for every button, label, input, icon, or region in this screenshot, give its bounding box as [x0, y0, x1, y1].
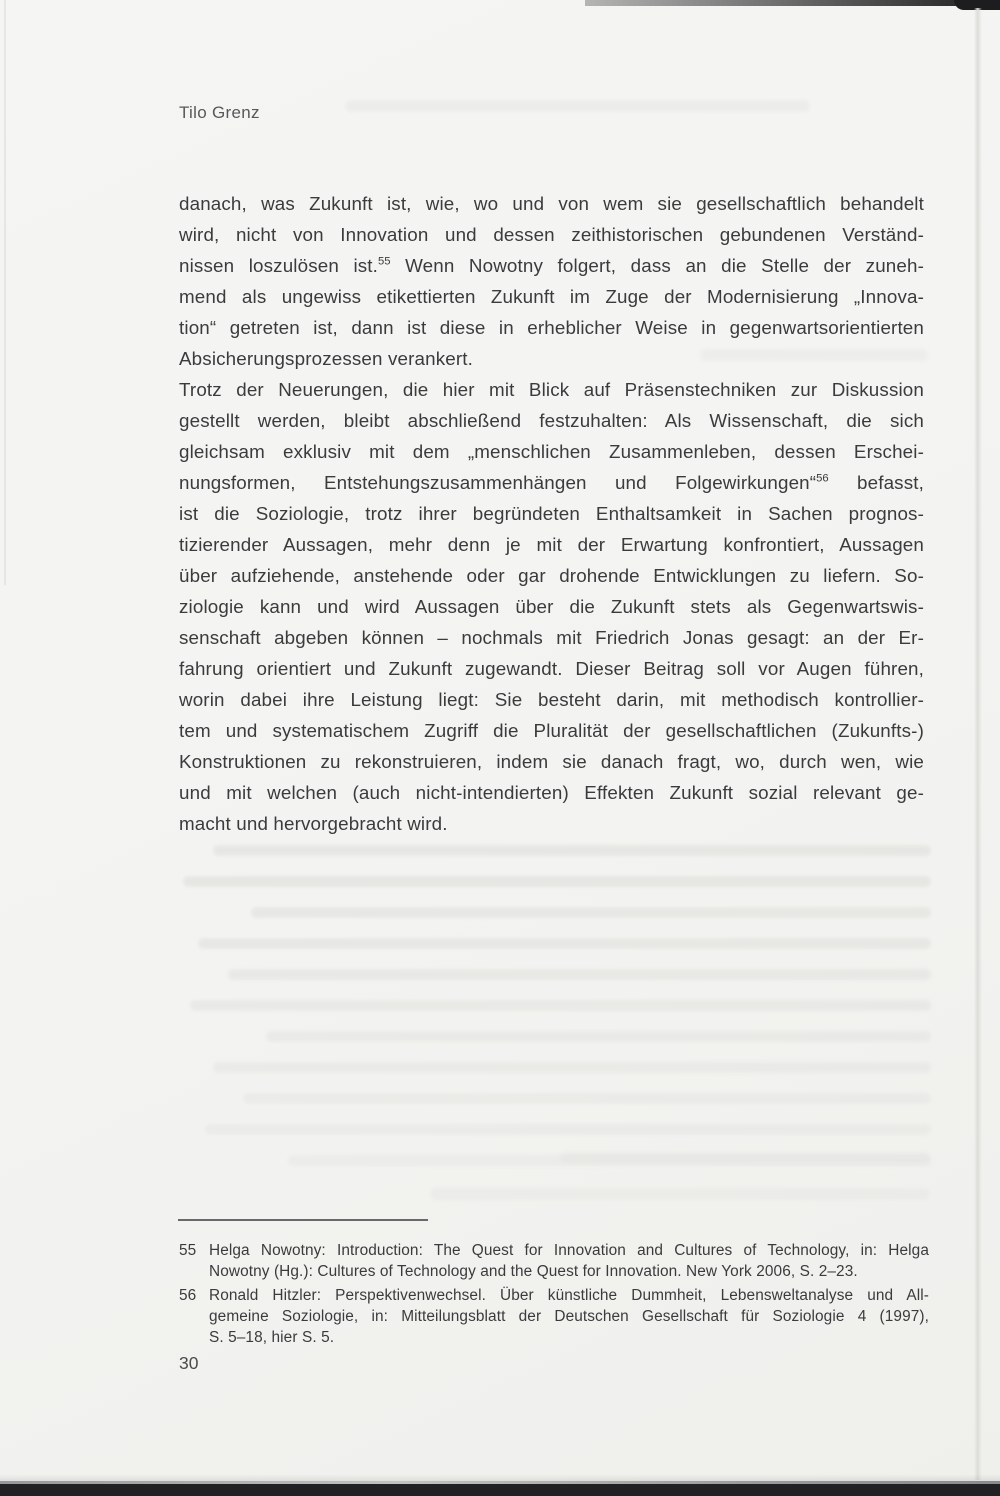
- text-line: ist die Soziologie, trotz ihrer begründeten Enthaltsamkeit in Sachen prognos-: [179, 503, 924, 524]
- show-through-line: [183, 876, 931, 887]
- show-through-line: [213, 845, 931, 856]
- show-through-line: [560, 1152, 930, 1164]
- running-header-author: Tilo Grenz: [179, 103, 260, 122]
- footnote-number: 55: [179, 1242, 197, 1259]
- text-line: Absicherungsprozessen verankert.: [179, 348, 473, 369]
- text-line: über aufziehende, anstehende oder gar drohende Entwicklungen zu liefern. So-: [179, 565, 924, 586]
- scan-top-shadow: [585, 0, 1000, 6]
- scan-bottom-black-band: [0, 1484, 1000, 1496]
- text-line: tion“ getreten ist, dann ist diese in erheblicher Weise in gegenwartsorientierten: [179, 317, 924, 338]
- show-through-line: [190, 1000, 931, 1011]
- show-through-line: [266, 1031, 931, 1042]
- text-line: danach, was Zukunft ist, wie, wo und von wem sie gesellschaftlich behandelt: [179, 193, 924, 214]
- footnote-separator-rule: [178, 1219, 428, 1221]
- footnote-ref: 55: [378, 255, 391, 268]
- text-line: gemeine Soziologie, in: Mitteilungsblatt der Deutschen Gesellschaft für Soziologie 4 (1997),: [209, 1308, 929, 1325]
- show-through-line: [243, 1093, 931, 1104]
- show-through-line: [213, 1062, 931, 1073]
- text-line: fahrung orientiert und Zukunft zugewandt. Dieser Beitrag soll vor Augen führen,: [179, 658, 924, 679]
- scan-left-edge-line: [4, 0, 6, 585]
- footnote-ref: 56: [816, 472, 829, 485]
- text-line: tem und systematischem Zugriff die Pluralität der gesellschaftlichen (Zukunfts-): [179, 720, 924, 741]
- text-line: nissen loszulösen ist.$^{55}$ Wenn Nowotny folgert, dass an die Stelle der zuneh-: [179, 255, 924, 276]
- text-line: Ronald Hitzler: Perspektivenwechsel. Über künstliche Dummheit, Lebensweltanalyse und All-: [209, 1287, 929, 1304]
- footnote-item: [179, 1240, 929, 1282]
- text-line: tizierender Aussagen, mehr denn je mit der Erwartung konfrontiert, Aussagen: [179, 534, 924, 555]
- text-line: macht und hervorgebracht wird.: [179, 813, 448, 834]
- footnotes: [179, 1240, 929, 1348]
- text-line: nungsformen, Entstehungszusammenhängen und Folgewirkungen“$^{56}$ befasst,: [179, 472, 924, 493]
- text-line: senschaft abgeben können – nochmals mit Friedrich Jonas gesagt: an der Er-: [179, 627, 924, 648]
- show-through-line: [205, 1124, 931, 1135]
- text-line: gestellt werden, bleibt abschließend festzuhalten: Als Wissenschaft, die sich: [179, 410, 924, 431]
- footnote-text: [209, 1240, 929, 1282]
- text-line: mend als ungewiss etikettierten Zukunft im Zuge der Modernisierung „Innova-: [179, 286, 924, 307]
- footnote-number: 56: [179, 1287, 197, 1304]
- footnote-item: [179, 1285, 929, 1348]
- body-text: [179, 188, 924, 839]
- show-through-line: [198, 938, 931, 949]
- footnote-text: [209, 1285, 929, 1348]
- show-through-line: [430, 1188, 930, 1200]
- text-line: gleichsam exklusiv mit dem „menschlichen Zusammenleben, dessen Erschei-: [179, 441, 924, 462]
- scan-bottom-shade: [0, 1474, 1000, 1481]
- text-line: Konstruktionen zu rekonstruieren, indem sie danach fragt, wo, durch wen, wie: [179, 751, 924, 772]
- show-through-line: [345, 100, 810, 112]
- text-line: S. 5–18, hier S. 5.: [209, 1329, 335, 1346]
- text-line: und mit welchen (auch nicht-intendierten) Effekten Zukunft sozial relevant ge-: [179, 782, 924, 803]
- show-through-line: [228, 969, 931, 980]
- show-through-line: [251, 907, 931, 918]
- text-line: Trotz der Neuerungen, die hier mit Blick auf Präsenstechniken zur Diskussion: [179, 379, 924, 400]
- page-number: 30: [179, 1353, 199, 1373]
- page-edge-crease: [974, 8, 982, 1480]
- text-line: wird, nicht von Innovation und dessen zeithistorischen gebundenen Verständ-: [179, 224, 924, 245]
- text-line: Helga Nowotny: Introduction: The Quest for Innovation and Cultures of Technology, in: Helga: [209, 1242, 929, 1259]
- text-line: Nowotny (Hg.): Cultures of Technology and the Quest for Innovation. New York 2006, S. 2–23.: [209, 1263, 858, 1280]
- text-line: ziologie kann und wird Aussagen über die Zukunft stets als Gegenwartswis-: [179, 596, 924, 617]
- text-line: worin dabei ihre Leistung liegt: Sie besteht darin, mit methodisch kontrollier-: [179, 689, 924, 710]
- show-through-text-region: [175, 843, 931, 1173]
